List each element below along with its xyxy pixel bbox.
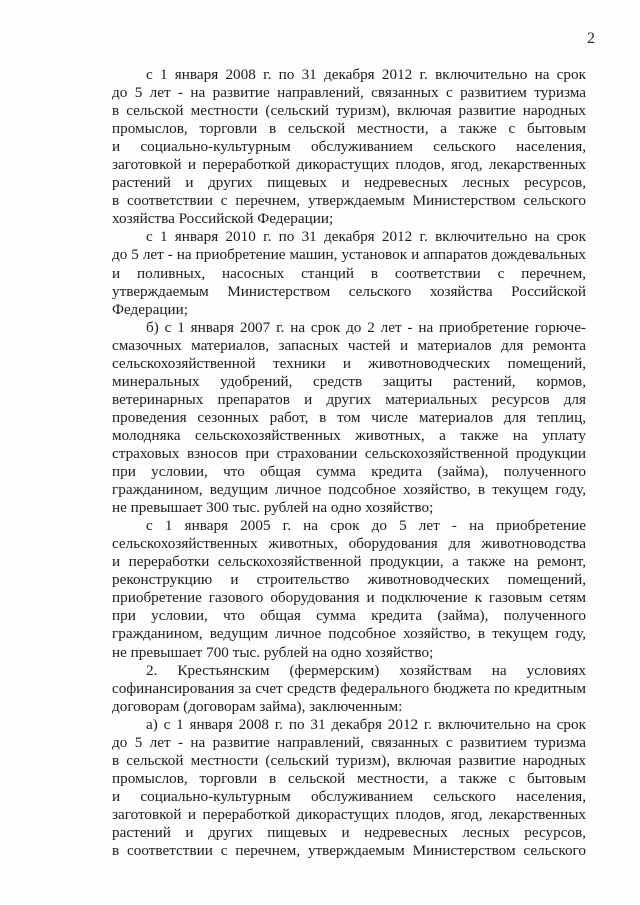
text-line: с 1 января 2008 г. по 31 декабря 2012 г. включительно на срок: [146, 66, 586, 83]
text-line: в соответствии с перечнем, утверждаемым Министерством сельского: [112, 192, 586, 210]
text-line: реконструкцию и строительство животноводческих помещений,: [112, 571, 586, 589]
text-line: растений и других пищевых и недревесных лесных ресурсов,: [112, 174, 586, 192]
text-line: смазочных материалов, запасных частей и материалов для ремонта: [112, 336, 586, 354]
text-line: ветеринарных препаратов и других материальных ресурсов для: [112, 390, 586, 408]
text-line: с 1 января 2010 г. по 31 декабря 2012 г. включительно на срок: [146, 228, 586, 246]
text-line: растений и других пищевых и недревесных лесных ресурсов,: [112, 823, 586, 841]
text-line: с 1 января 2005 г. на срок до 5 лет - на приобретение: [146, 517, 586, 535]
text-line: не превышает 700 тыс. рублей на одно хозяйство;: [112, 643, 434, 661]
text-line: в соответствии с перечнем, утверждаемым Министерством сельского: [112, 842, 586, 860]
text-line: промыслов, торговли в сельской местности, а также с бытовым: [112, 769, 586, 787]
text-line: заготовкой и переработкой дикорастущих плодов, ягод, лекарственных: [112, 805, 586, 823]
text-line: промыслов, торговли в сельской местности, а также с бытовым: [112, 120, 586, 138]
text-line: не превышает 300 тыс. рублей на одно хозяйство;: [112, 499, 434, 517]
text-line: сельскохозяйственной техники и животноводческих помещений,: [112, 354, 586, 372]
text-line: и социально-культурным обслуживанием сельского населения,: [112, 787, 586, 805]
text-line: заготовкой и переработкой дикорастущих плодов, ягод, лекарственных: [112, 156, 586, 174]
text-line: страховых взносов при страховании сельскохозяйственной продукции: [112, 444, 586, 462]
text-line: до 5 лет - на развитие направлений, связанных с развитием туризма: [112, 733, 586, 751]
text-line: проведения сезонных работ, в том числе материалов для теплиц,: [112, 408, 586, 426]
text-line: до 5 лет - на приобретение машин, установок и аппаратов дождевальных: [112, 246, 586, 264]
text-line: б) с 1 января 2007 г. на срок до 2 лет - на приобретение горюче-: [146, 318, 586, 336]
page-number: 2: [587, 30, 595, 47]
text-line: утверждаемым Министерством сельского хозяйства Российской: [112, 282, 586, 300]
text-line: в сельской местности (сельский туризм), включая развитие народных: [112, 102, 586, 120]
text-line: до 5 лет - на развитие направлений, связанных с развитием туризма: [112, 84, 586, 102]
text-line: и переработки сельскохозяйственной продукции, а также на ремонт,: [112, 553, 586, 571]
text-line: софинансирования за счет средств федерального бюджета по кредитным: [112, 679, 586, 697]
text-line: гражданином, ведущим личное подсобное хозяйство, в текущем году,: [112, 625, 586, 643]
text-line: при условии, что общая сумма кредита (займа), полученного: [112, 607, 586, 625]
text-line: при условии, что общая сумма кредита (займа), полученного: [112, 463, 586, 481]
document-body: [112, 66, 586, 860]
text-line: и поливных, насосных станций в соответствии с перечнем,: [112, 264, 586, 282]
text-line: сельскохозяйственных животных, оборудования для животноводства: [112, 535, 586, 553]
text-line: а) с 1 января 2008 г. по 31 декабря 2012 г. включительно на срок: [146, 715, 586, 733]
text-line: молодняка сельскохозяйственных животных, а также на уплату: [112, 426, 586, 444]
text-line: и социально-культурным обслуживанием сельского населения,: [112, 138, 586, 156]
text-line: приобретение газового оборудования и подключение к газовым сетям: [112, 589, 586, 607]
text-line: Федерации;: [112, 300, 188, 318]
text-line: 2. Крестьянским (фермерским) хозяйствам на условиях: [146, 661, 586, 679]
text-line: хозяйства Российской Федерации;: [112, 210, 334, 228]
text-line: в сельской местности (сельский туризм), включая развитие народных: [112, 751, 586, 769]
text-line: договорам (договорам займа), заключенным:: [112, 697, 403, 715]
text-line: гражданином, ведущим личное подсобное хозяйство, в текущем году,: [112, 481, 586, 499]
text-line: минеральных удобрений, средств защиты растений, кормов,: [112, 372, 586, 390]
